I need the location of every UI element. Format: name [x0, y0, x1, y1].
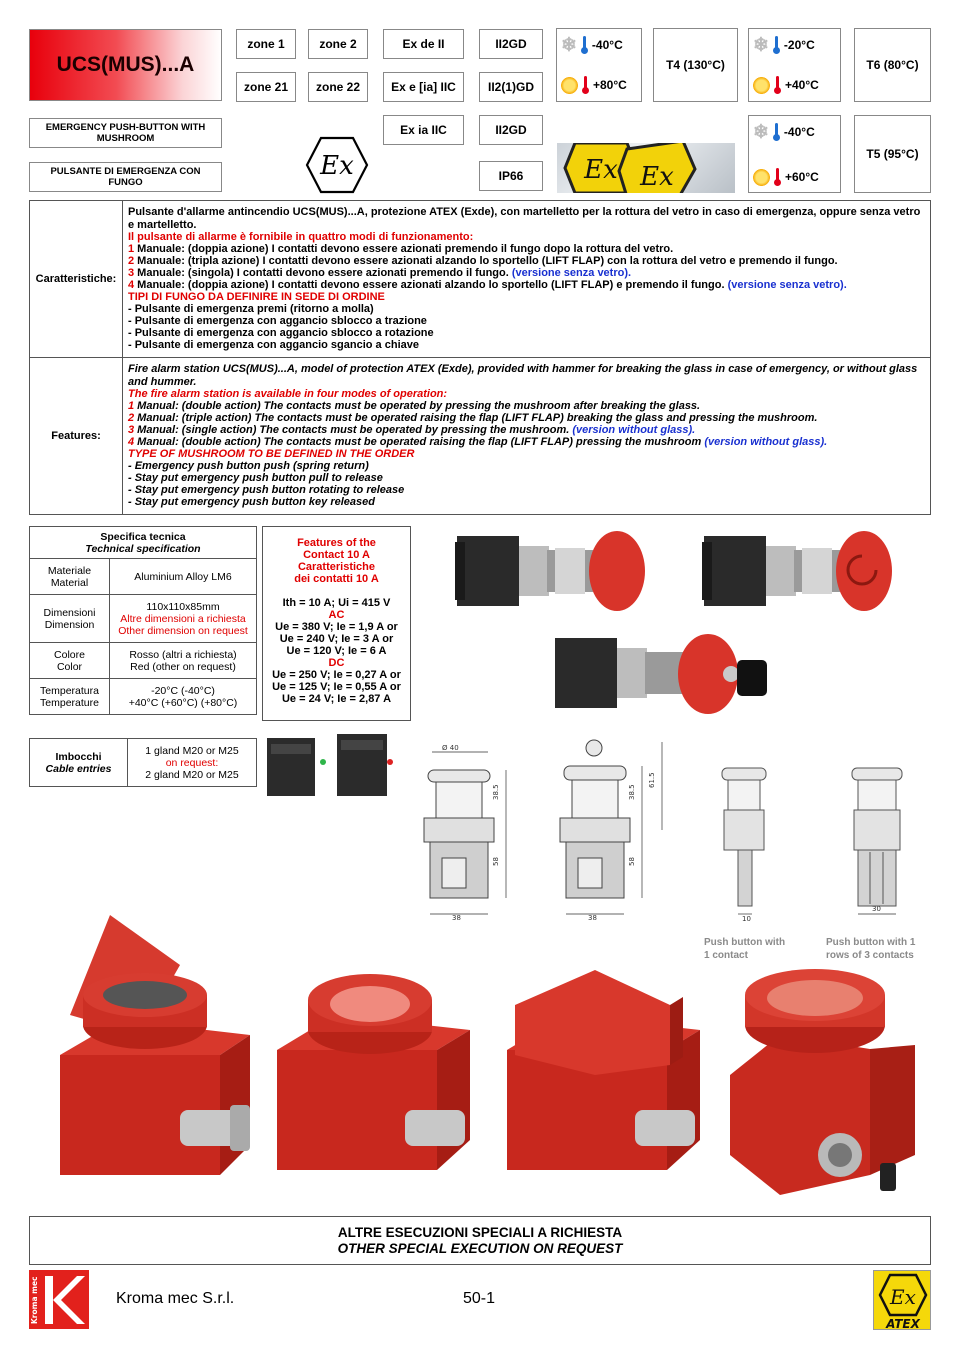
contacts-ac: AC — [328, 609, 345, 621]
cable-entries-value: 1 gland M20 or M25 on request: 2 gland M20 or M25 — [128, 739, 257, 787]
caratteristiche-text — [123, 201, 931, 358]
svg-text:38: 38 — [588, 914, 597, 922]
temp-range-1 — [556, 28, 642, 102]
ip-rating: IP66 — [479, 161, 543, 191]
contacts-ac-line: Ue = 240 V; Ie = 3 A or — [279, 633, 394, 645]
svg-text:Kroma mec: Kroma mec — [30, 1276, 39, 1324]
contacts-ith: Ith = 10 A; Ui = 415 V — [282, 597, 391, 609]
temp-low: -40°C — [783, 125, 815, 139]
dimension-drawing-1 — [418, 742, 528, 927]
special-execution-en: OTHER SPECIAL EXECUTION ON REQUEST — [337, 1241, 623, 1256]
spec-value-color: Rosso (altri a richiesta) Red (other on request) — [110, 643, 257, 679]
svg-text:Ex: Ex — [890, 1285, 916, 1309]
mushroom-button-photo-2 — [702, 528, 902, 616]
caratteristiche-label: Caratteristiche: — [30, 201, 123, 358]
zone-21-label: zone 21 — [236, 72, 296, 102]
thermometer-hot-icon — [582, 76, 589, 94]
kroma-mec-logo — [29, 1270, 89, 1329]
spec-label-temperature: Temperatura Temperature — [30, 679, 110, 715]
temp-class-t6: T6 (80°C) — [854, 28, 931, 102]
thermometer-cold-icon — [773, 123, 780, 141]
enclosure-photo-glass — [255, 970, 485, 1195]
caratteristiche-types-title: TIPI DI FUNGO DA DEFINIRE IN SEDE DI ORDINE — [128, 291, 385, 304]
caratteristiche-type-1: - Pulsante di emergenza premi (ritorno a molla) — [128, 303, 374, 316]
features-types-title: TYPE OF MUSHROOM TO BE DEFINED IN THE ORDER — [128, 448, 415, 461]
temp-high: +60°C — [785, 170, 819, 184]
enclosure-photo-flap-open — [30, 905, 260, 1195]
thermometer-cold-icon — [773, 36, 780, 54]
thermometer-hot-icon — [774, 168, 781, 186]
features-type-2: - Stay put emergency push button pull to release — [128, 472, 383, 485]
caratteristiche-intro: Pulsante d'allarme antincendio UCS(MUS)...A, protezione ATEX (Exde), con martelletto per la rottura del vetro in caso di emergenza, oppure senza vetro e martelletto. — [128, 206, 921, 231]
enclosure-photo-key — [720, 965, 935, 1200]
group-ii2gd: II2GD — [479, 29, 543, 59]
key-button-photo — [553, 630, 783, 718]
thermometer-cold-icon — [581, 36, 588, 54]
temp-class-t4: T4 (130°C) — [653, 28, 738, 102]
contacts-title-1: Features of the — [297, 537, 376, 549]
caratteristiche-mode-3: 3 Manuale: (singola) I contatti devono essere azionati premendo il fungo. (versione senza vetro). — [128, 266, 632, 279]
features-type-3: - Stay put emergency push button rotating to release — [128, 484, 405, 497]
snowflake-icon: ❄ — [561, 34, 577, 56]
sun-icon — [753, 169, 770, 186]
snowflake-icon: ❄ — [753, 121, 769, 143]
contacts-dc-line: Ue = 125 V; Ie = 0,55 A or — [272, 681, 401, 693]
dimension-drawing-4 — [846, 766, 916, 924]
description-it: PULSANTE DI EMERGENZA CON FUNGO — [29, 162, 222, 192]
features-mode-4: 4 Manual: (double action) The contacts must be operated raising the flap (LIFT FLAP) pressing the mushroom (version without glass). — [128, 436, 828, 448]
contact-block-photos — [265, 732, 395, 800]
cable-entries-label: Imbocchi Cable entries — [30, 739, 128, 787]
dimension-drawing-3 — [718, 766, 778, 924]
svg-text:Ex: Ex — [320, 151, 354, 181]
spec-value-dimension: 110x110x85mm Altre dimensioni a richiesta Other dimension on request — [110, 595, 257, 643]
features-type-4: - Stay put emergency push button key released — [128, 496, 375, 509]
features-mode-2: 2 Manual: (triple action) The contacts must be operated raising the flap (LIFT FLAP) breaking the glass and pressing the mushroom. — [128, 411, 818, 424]
svg-text:61.5: 61.5 — [648, 772, 656, 788]
contacts-ac-line: Ue = 120 V; Ie = 6 A — [286, 645, 387, 657]
caratteristiche-modes-title: Il pulsante di allarme è fornibile in quattro modi di funzionamento: — [128, 230, 474, 243]
contacts-title-3: Caratteristiche — [297, 561, 376, 573]
spec-label-color: Colore Color — [30, 643, 110, 679]
ex-hexagon-icon — [305, 136, 369, 194]
caratteristiche-type-4: - Pulsante di emergenza con aggancio sgancio a chiave — [128, 339, 419, 352]
caption-one-contact: Push button with 1 contact — [704, 937, 786, 961]
zone-22-label: zone 22 — [308, 72, 368, 102]
svg-text:30: 30 — [872, 905, 881, 913]
protection-ex-de: Ex de II — [383, 29, 464, 59]
zone-1-label: zone 1 — [236, 29, 296, 59]
protection-ex-ia: Ex ia IIC — [383, 115, 464, 145]
features-type-1: - Emergency push button push (spring return) — [128, 460, 369, 473]
temp-low: -40°C — [591, 38, 623, 52]
zone-2-label: zone 2 — [308, 29, 368, 59]
svg-text:58: 58 — [628, 857, 636, 866]
contacts-title-4: dei contatti 10 A — [294, 573, 379, 585]
svg-text:ATEX: ATEX — [886, 1317, 920, 1331]
svg-text:38: 38 — [452, 914, 461, 922]
page-number: 50-1 — [463, 1290, 496, 1307]
features-modes-title: The fire alarm station is available in four modes of operation: — [128, 387, 448, 400]
spec-value-material: Aluminium Alloy LM6 — [110, 559, 257, 595]
features-label: Features: — [30, 358, 123, 515]
spec-label-material: Materiale Material — [30, 559, 110, 595]
features-mode-3: 3 Manual: (single action) The contacts must be operated by pressing the mushroom. (version without glass). — [128, 423, 696, 436]
thermometer-hot-icon — [774, 76, 781, 94]
contacts-title-2: Contact 10 A — [303, 549, 370, 561]
atex-logo — [873, 1270, 931, 1330]
temp-low: -20°C — [783, 38, 815, 52]
contacts-box — [262, 526, 411, 721]
snowflake-icon: ❄ — [753, 34, 769, 56]
temp-range-3 — [748, 115, 841, 193]
svg-text:38.5: 38.5 — [628, 784, 636, 800]
caratteristiche-mode-2: 2 Manuale: (tripla azione) I contatti devono essere azionati alzando lo sportello (LIFT FLAP) con la rottura del vetro e premendo il fungo. — [128, 254, 838, 267]
features-mode-1: 1 Manual: (double action) The contacts must be operated by pressing the mushroom after breaking the glass. — [128, 399, 701, 412]
features-text — [123, 358, 931, 515]
temp-range-2 — [748, 28, 841, 102]
ex-signs-photo — [557, 143, 735, 193]
mushroom-button-photo-1 — [455, 528, 655, 616]
special-execution-it: ALTRE ESECUZIONI SPECIALI A RICHIESTA — [337, 1225, 623, 1240]
spec-title: Specifica tecnica Technical specification — [30, 527, 257, 559]
features-intro: Fire alarm station UCS(MUS)...A, model of protection ATEX (Exde), provided with hammer for breaking the glass in case of emergency, or without glass and hummer. — [128, 363, 918, 388]
contacts-ac-line: Ue = 380 V; Ie = 1,9 A or — [275, 621, 398, 633]
spec-label-dimension: Dimensioni Dimension — [30, 595, 110, 643]
svg-text:Ex: Ex — [584, 155, 618, 185]
contacts-dc-line: Ue = 24 V; Ie = 2,87 A — [281, 693, 392, 705]
caratteristiche-type-3: - Pulsante di emergenza con aggancio sblocco a rotazione — [128, 327, 434, 340]
dimension-drawing-2 — [554, 738, 674, 927]
svg-text:Ø 40: Ø 40 — [442, 744, 459, 752]
sun-icon — [753, 77, 770, 94]
svg-text:Ex: Ex — [640, 162, 674, 192]
svg-text:38.5: 38.5 — [492, 784, 500, 800]
caption-three-contacts: Push button with 1 rows of 3 contacts — [826, 937, 916, 961]
protection-ex-e-ia: Ex e [ia] IIC — [383, 72, 464, 102]
svg-text:58: 58 — [492, 857, 500, 866]
company-name: Kroma mec S.r.l. — [116, 1290, 235, 1307]
description-en: EMERGENCY PUSH-BUTTON WITH MUSHROOM — [29, 118, 222, 148]
product-title: UCS(MUS)...A — [29, 29, 222, 101]
features-table — [29, 200, 931, 515]
spec-value-temperature: -20°C (-40°C) +40°C (+60°C) (+80°C) — [110, 679, 257, 715]
temp-high: +40°C — [785, 78, 819, 92]
group-ii2gd-2: II2GD — [479, 115, 543, 145]
special-execution-box — [29, 1216, 931, 1265]
temp-class-t5: T5 (95°C) — [854, 115, 931, 193]
caratteristiche-type-2: - Pulsante di emergenza con aggancio sblocco a trazione — [128, 315, 427, 328]
enclosure-photo-flap-closed — [485, 965, 725, 1195]
caratteristiche-mode-4: 4 Manuale: (doppia azione) I contatti devono essere azionati alzando lo sportello (LIFT FLAP) e premendo il fungo. (versione senza vetro). — [128, 279, 847, 291]
cable-entries-table — [29, 738, 257, 787]
group-ii21gd: II2(1)GD — [479, 72, 543, 102]
sun-icon — [561, 77, 578, 94]
contacts-dc: DC — [328, 657, 345, 669]
svg-text:10: 10 — [742, 915, 751, 923]
contacts-dc-line: Ue = 250 V; Ie = 0,27 A or — [272, 669, 401, 681]
caratteristiche-mode-1: 1 Manuale: (doppia azione) I contatti devono essere azionati premendo il fungo dopo la rottura del vetro. — [128, 242, 674, 255]
spec-table — [29, 526, 257, 715]
temp-high: +80°C — [593, 78, 627, 92]
